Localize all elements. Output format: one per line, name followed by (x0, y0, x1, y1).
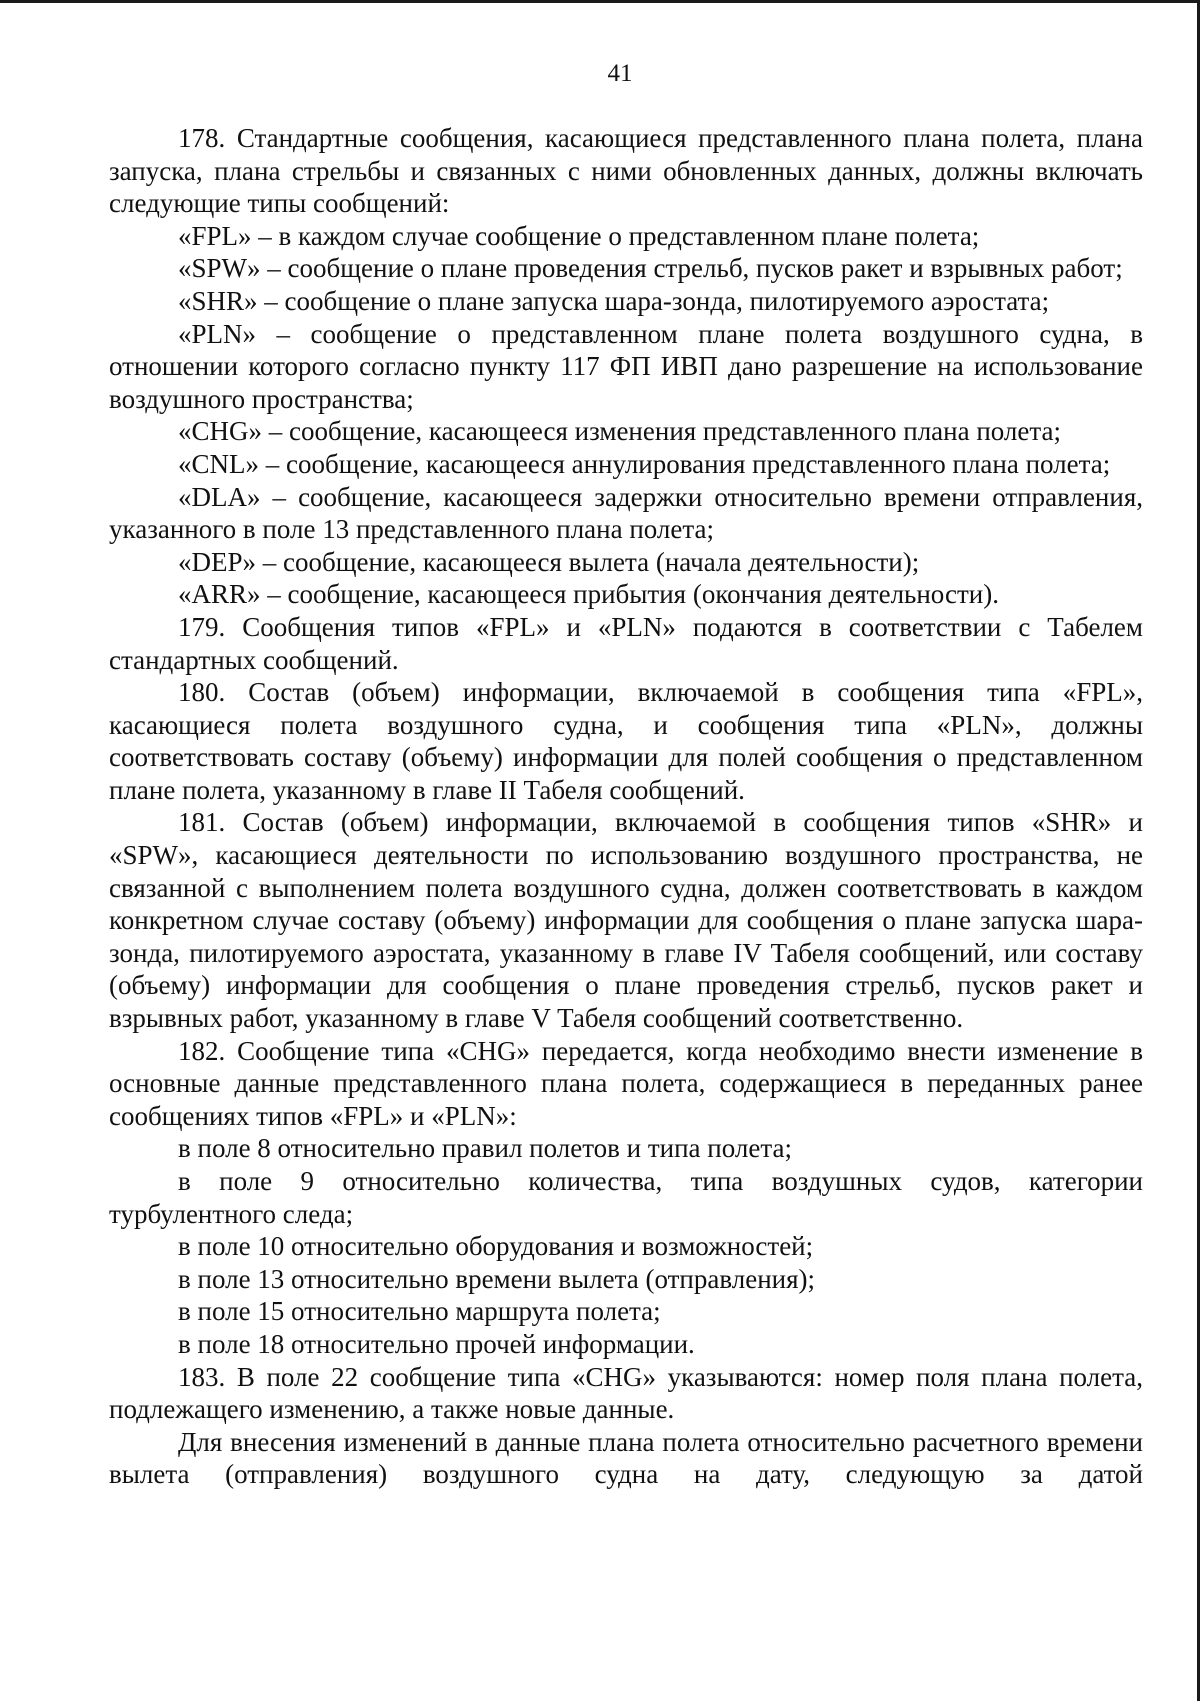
list-item-cnl: «CNL» – сообщение, касающееся аннулирования представленного плана полета; (178, 448, 1111, 479)
list-item-dep: «DEP» – сообщение, касающееся вылета (начала деятельности); (178, 546, 920, 577)
list-item-chg: «CHG» – сообщение, касающееся изменения представленного плана полета; (178, 416, 1061, 447)
list-item-field-18: в поле 18 относительно прочей информации. (178, 1328, 695, 1359)
list-item-arr: «ARR» – сообщение, касающееся прибытия (окончания деятельности). (178, 579, 999, 610)
list-item-fpl: «FPL» – в каждом случае сообщение о представленном плане полета; (178, 220, 980, 251)
list-item-field-10: в поле 10 относительно оборудования и возможностей; (178, 1231, 814, 1262)
paragraph-182: 182. Сообщение типа «CHG» передается, когда необходимо внести изменение в основные данные представленного плана полета, содержащиеся в переданных ранее сообщениях типов «FPL» и «PLN»: (109, 1035, 1143, 1131)
paragraph-181: 181. Состав (объем) информации, включаемой в сообщения типов «SHR» и «SPW», касающиеся деятельности по использованию воздушного пространства, не связанной с выполнением полета воздушного судна, должен соответствовать в каждом конкретном случае составу (объему) информации для сообщения о плане запуска шара-зонда, пилотируемого аэростата, указанному в главе IV Табеля сообщений, или составу (объему) информации для сообщения о плане проведения стрельб, пусков ракет и взрывных работ, указанному в главе V Табеля сообщений соответственно. (109, 807, 1143, 1034)
paragraph-179: 179. Сообщения типов «FPL» и «PLN» подаются в соответствии с Табелем стандартных сообщений. (109, 611, 1143, 675)
list-item-field-8: в поле 8 относительно правил полетов и типа полета; (178, 1133, 792, 1164)
document-body (109, 122, 1143, 1491)
list-item-field-15: в поле 15 относительно маршрута полета; (178, 1296, 661, 1327)
paragraph-183: 183. В поле 22 сообщение типа «CHG» указываются: номер поля плана полета, подлежащего изменению, а также новые данные. (109, 1361, 1143, 1425)
list-item-field-9: в поле 9 относительно количества, типа воздушных судов, категории турбулентного следа; (109, 1166, 1143, 1229)
list-item-shr: «SHR» – сообщение о плане запуска шара-зонда, пилотируемого аэростата; (178, 285, 1050, 316)
list-item-dla: «DLA» – сообщение, касающееся задержки относительно времени отправления, указанного в поле 13 представленного плана полета; (109, 481, 1143, 545)
list-item-spw: «SPW» – сообщение о плане проведения стрельб, пусков ракет и взрывных работ; (178, 253, 1123, 284)
list-item-pln: «PLN» – сообщение о представленном плане полета воздушного судна, в отношении которого согласно пункту 117 ФП ИВП дано разрешение на использование воздушного пространства; (109, 318, 1143, 414)
paragraph-180: 180. Состав (объем) информации, включаемой в сообщения типа «FPL», касающиеся полета воздушного судна, и сообщения типа «PLN», должны соответствовать составу (объему) информации для полей сообщения о представленном плане полета, указанному в главе II Табеля сообщений. (109, 677, 1143, 805)
page-number: 41 (607, 60, 633, 87)
paragraph-178: 178. Стандартные сообщения, касающиеся представленного плана полета, плана запуска, плана стрельбы и связанных с ними обновленных данных, должны включать следующие типы сообщений: (109, 123, 1143, 219)
paragraph-continued: Для внесения изменений в данные плана полета относительно расчетного времени вылета (отправления) воздушного судна на дату, следующую за датой (109, 1426, 1143, 1490)
list-item-field-13: в поле 13 относительно времени вылета (отправления); (178, 1263, 816, 1294)
